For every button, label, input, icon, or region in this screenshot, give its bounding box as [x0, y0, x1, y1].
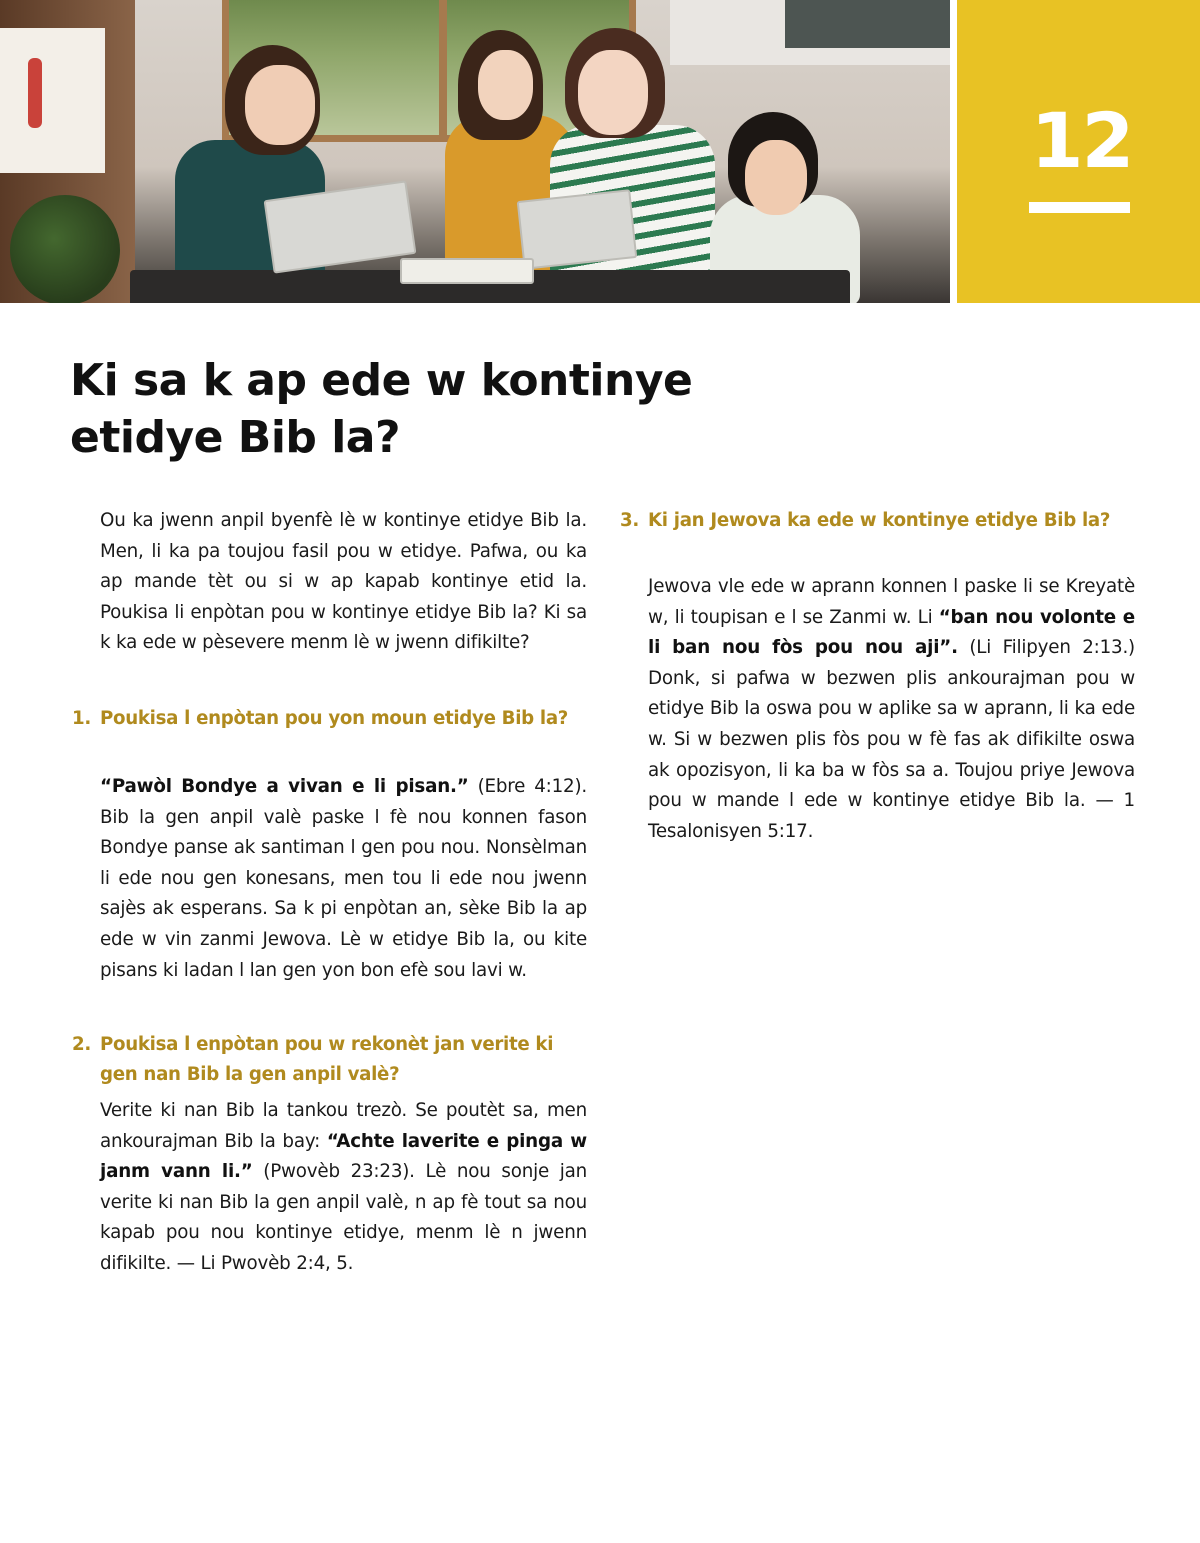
section-2-question [72, 1030, 580, 1089]
photo-cabinet-dark [785, 0, 950, 48]
chapter-badge [957, 0, 1200, 303]
section-2-answer-text: (Pwovèb 23:23). Lè nou sonje jan verite ki nan Bib la gen anpil valè, n ap fè tout sa nou kapab pou nou kontinye etidye, menm lè n jwenn difikilte. — Li Pwovèb 2:4, 5. [100, 1161, 587, 1274]
intro-paragraph: Ou ka jwenn anpil byenfè lè w kontinye etidye Bib la. Men, li ka pa toujou fasil pou w etidye. Pafwa, ou ka ap mande tèt ou si w ap kapab kontinye etid la. Poukisa li enpòtan pou w kontinye etidye Bib la? Ki sa k ka ede w pèsevere menm lè w jwenn difikilte? [100, 510, 587, 654]
photo-woman-striped-face [578, 50, 648, 135]
photo-boy-face [745, 140, 807, 215]
section-3-number: 3. [620, 510, 639, 531]
section-2-answer-lead: Verite ki nan Bib la tankou trezò. Se poutèt sa, men ankourajman Bib la bay: [100, 1100, 587, 1152]
photo-girl-face [478, 50, 533, 120]
chapter-underline [1029, 202, 1130, 213]
section-3-answer-lead: Jewova vle ede w aprann konnen l paske li se Kreyatè w, li toupisan e l se Zanmi w. Li [648, 576, 1135, 628]
photo-child-drawing [0, 28, 105, 173]
section-3-answer-text: (Li Filipyen 2:13.) Donk, si pafwa w bezwen plis ankourajman pou w etidye Bib la oswa pou w aplike sa w aprann, li ka ede w. Si w bezwen plis fòs pou w fè fas ak difikilte oswa ak opozisyon, li ka ba w fòs sa a. Toujou priye Jewova pou w mande l ede w kontinye etidye Bib la. — 1 Tesalonisyen 5:17. [648, 637, 1135, 842]
chapter-number: 12 [1030, 96, 1133, 185]
title-line-2: etidye Bib la? [70, 412, 401, 463]
header-photo [0, 0, 950, 303]
photo-open-book [400, 258, 534, 284]
section-2-question-text: Poukisa l enpòtan pou w rekonèt jan verite ki gen nan Bib la gen anpil valè? [100, 1034, 554, 1085]
section-2-answer [100, 1096, 587, 1280]
section-2-quote: “Achte laverite e pinga w janm vann li.” [100, 1130, 587, 1183]
photo-bible-right [517, 189, 638, 270]
section-1-question-text: Poukisa l enpòtan pou yon moun etidye Bib la? [100, 708, 569, 729]
photo-woman-left-face [245, 65, 315, 145]
section-1-quote: “Pawòl Bondye a vivan e li pisan.” [100, 776, 469, 797]
section-2-number: 2. [72, 1034, 91, 1055]
section-3-question [620, 506, 1138, 536]
section-3-quote: “ban nou volonte e li ban nou fòs pou nou aji”. [648, 606, 1135, 659]
section-3-answer [648, 572, 1135, 847]
section-1-answer [100, 772, 587, 986]
section-1-question [72, 704, 580, 734]
page-title [70, 352, 770, 466]
title-line-1: Ki sa k ap ede w kontinye [70, 355, 693, 406]
section-3-question-text: Ki jan Jewova ka ede w kontinye etidye Bib la? [648, 510, 1111, 531]
section-1-number: 1. [72, 708, 91, 729]
photo-plant [10, 195, 120, 303]
section-1-answer-text: (Ebre 4:12). Bib la gen anpil valè paske l fè nou konnen fason Bondye panse ak santiman l gen pou nou. Nonsèlman li ede nou gen konesans, men tou li ede nou jwenn sajès ak esperans. Sa k pi enpòtan an, sèke Bib la ap ede w vin zanmi Jewova. Lè w etidye Bib la, ou kite pisans ki ladan l lan gen yon bon efè sou lavi w. [100, 776, 587, 981]
